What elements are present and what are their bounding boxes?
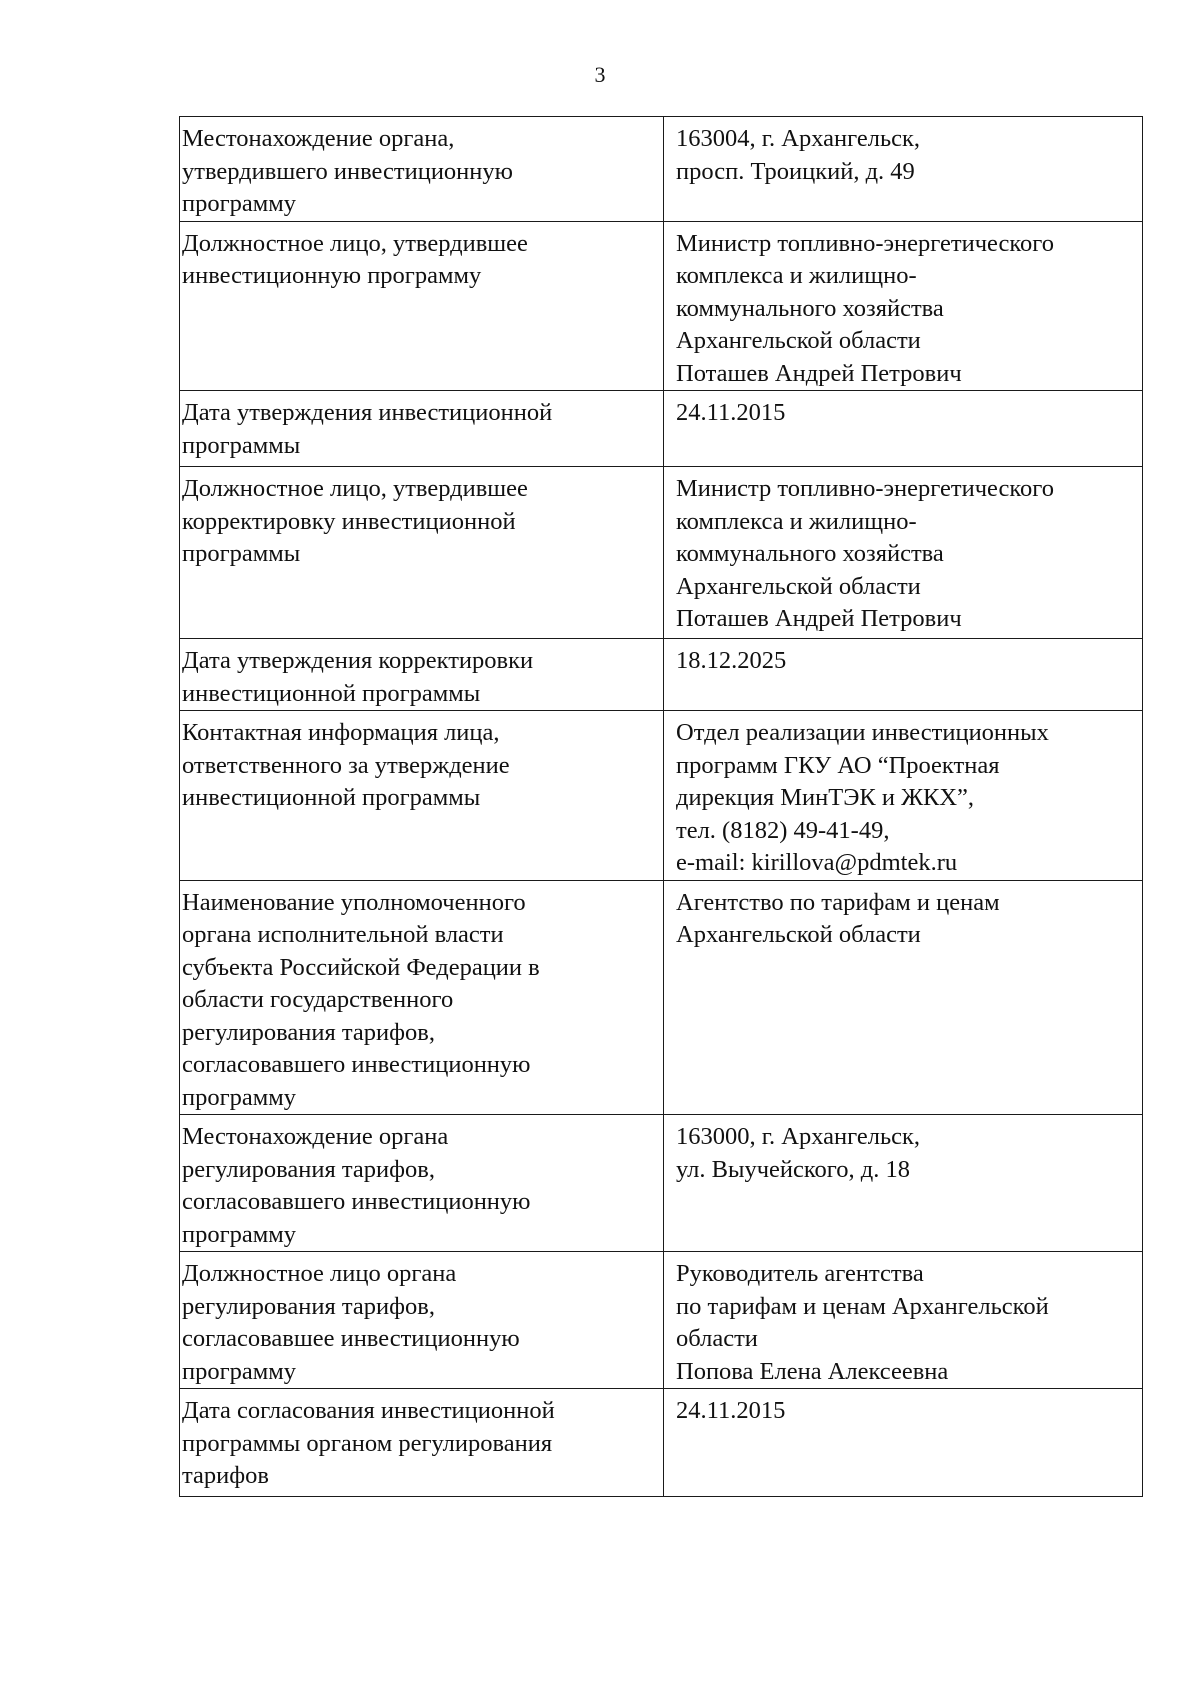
row-value: Отдел реализации инвестиционных программ ГКУ АО “Проектная дирекция МинТЭК и ЖКХ”, тел. (8182) 49-41-49, e-mail: kirillova@pdmtek.ru [676, 719, 1049, 876]
row-value-cell [664, 711, 1143, 881]
row-label: Наименование уполномоченного органа исполнительной власти субъекта Российской Федерации в области государственного регулирования тарифов, согласовавшего инвестиционную программу [182, 888, 540, 1111]
row-label-cell [180, 711, 664, 881]
row-label: Местонахождение органа регулирования тарифов, согласовавшего инвестиционную программу [182, 1123, 531, 1248]
row-label: Дата согласования инвестиционной программы органом регулирования тарифов [182, 1397, 555, 1489]
row-label-cell [180, 1252, 664, 1389]
row-label-cell [180, 467, 664, 639]
row-label-cell [180, 880, 664, 1115]
row-value-cell [664, 639, 1143, 711]
row-value-cell [664, 1115, 1143, 1252]
row-value-cell [664, 391, 1143, 467]
table-row [180, 391, 1143, 467]
row-value-cell [664, 880, 1143, 1115]
row-label-cell [180, 1115, 664, 1252]
row-value-cell [664, 1252, 1143, 1389]
row-label: Местонахождение органа, утвердившего инвестиционную программу [182, 125, 513, 217]
row-label: Должностное лицо, утвердившее корректировку инвестиционной программы [182, 475, 528, 567]
row-value-cell [664, 1389, 1143, 1497]
row-label: Должностное лицо органа регулирования тарифов, согласовавшее инвестиционную программу [182, 1260, 520, 1385]
row-value: 163000, г. Архангельск, ул. Выучейского, д. 18 [676, 1123, 921, 1183]
table-row [180, 639, 1143, 711]
row-label-cell [180, 639, 664, 711]
row-value-cell [664, 467, 1143, 639]
row-value: 18.12.2025 [676, 647, 787, 674]
row-value-cell [664, 221, 1143, 391]
table-row [180, 1252, 1143, 1389]
row-value: Агентство по тарифам и ценам Архангельской области [676, 888, 1000, 948]
table-row [180, 880, 1143, 1115]
row-label: Дата утверждения корректировки инвестиционной программы [182, 647, 534, 707]
row-value: Руководитель агентства по тарифам и ценам Архангельской области Попова Елена Алексеевна [676, 1260, 1049, 1385]
investment-program-info-table [179, 116, 1143, 1497]
row-label-cell [180, 221, 664, 391]
row-value: 163004, г. Архангельск, просп. Троицкий, д. 49 [676, 125, 921, 185]
row-label: Должностное лицо, утвердившее инвестиционную программу [182, 229, 528, 289]
row-label-cell [180, 1389, 664, 1497]
table-row [180, 1389, 1143, 1497]
row-label-cell [180, 391, 664, 467]
row-value: Министр топливно-энергетического комплекса и жилищно- коммунального хозяйства Архангельской области Поташев Андрей Петрович [676, 475, 1054, 632]
table-row [180, 467, 1143, 639]
row-value: 24.11.2015 [676, 399, 786, 426]
row-label: Контактная информация лица, ответственного за утверждение инвестиционной программы [182, 719, 510, 811]
table-row [180, 711, 1143, 881]
page-number: 3 [594, 62, 606, 87]
row-label: Дата утверждения инвестиционной программы [182, 399, 553, 459]
row-value: Министр топливно-энергетического комплекса и жилищно- коммунального хозяйства Архангельской области Поташев Андрей Петрович [676, 229, 1054, 387]
row-value-cell [664, 117, 1143, 222]
table-row [180, 1115, 1143, 1252]
row-label-cell [180, 117, 664, 222]
table-row [180, 221, 1143, 391]
row-value: 24.11.2015 [676, 1397, 786, 1424]
table-row [180, 117, 1143, 222]
